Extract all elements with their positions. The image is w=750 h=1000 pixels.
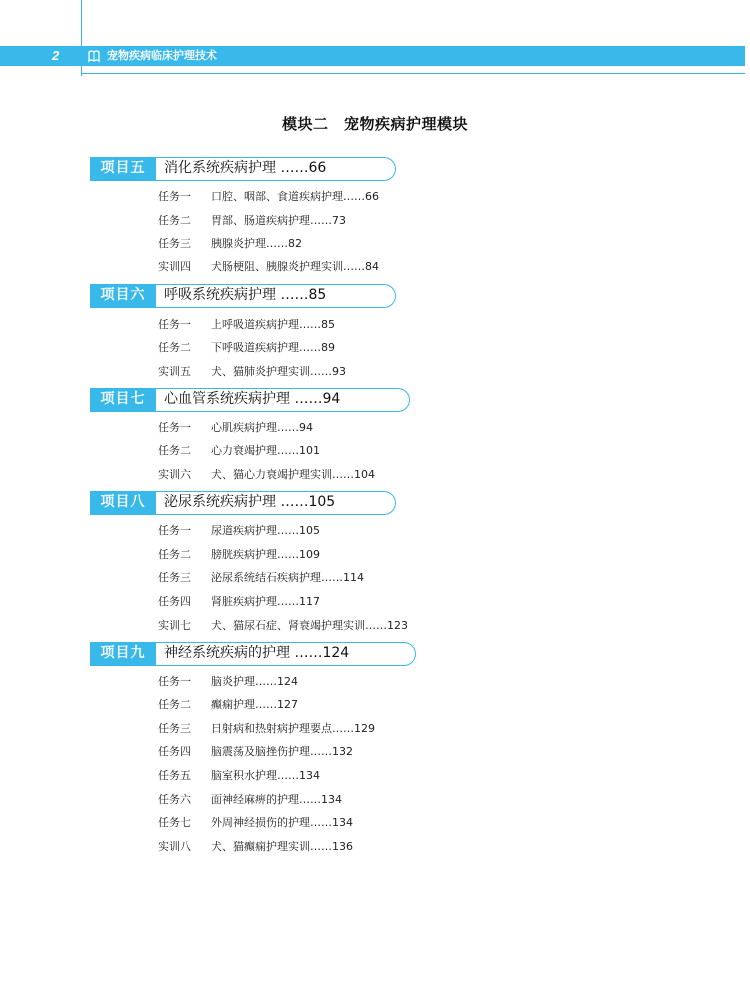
toc-entry-label: 任务六 [158, 793, 191, 806]
toc-entry-text: 脑炎护理……124 [211, 675, 298, 688]
toc-entry[interactable] [158, 745, 353, 759]
toc-entry-label: 任务二 [158, 698, 191, 711]
project-tag: 项目六 [90, 284, 156, 307]
toc-entry[interactable] [158, 675, 298, 689]
toc-entry[interactable] [158, 595, 320, 609]
toc-entry-text: 胃部、肠道疾病护理……73 [211, 214, 346, 227]
toc-entry-label: 任务三 [158, 571, 191, 584]
toc-entry-text: 面神经麻痹的护理……134 [211, 793, 342, 806]
toc-entry-label: 任务四 [158, 745, 191, 758]
toc-entry[interactable] [158, 619, 408, 633]
toc-entry[interactable] [158, 237, 302, 251]
project-title: 泌尿系统疾病护理 ……105 [164, 494, 336, 510]
toc-entry-label: 实训六 [158, 468, 191, 481]
toc-entry-label: 实训七 [158, 619, 191, 632]
toc-entry[interactable] [158, 548, 320, 562]
toc-entry[interactable] [158, 571, 364, 585]
toc-entry-text: 泌尿系统结石疾病护理……114 [211, 571, 364, 584]
toc-entry-label: 任务二 [158, 214, 191, 227]
toc-entry-label: 任务三 [158, 722, 191, 735]
toc-entry-text: 日射病和热射病护理要点……129 [211, 722, 375, 735]
toc-entry-label: 实训四 [158, 260, 191, 273]
project-tag: 项目七 [90, 388, 156, 411]
toc-entry[interactable] [158, 444, 320, 458]
toc-entry-text: 脑震荡及脑挫伤护理……132 [211, 745, 353, 758]
project-tag: 项目八 [90, 491, 156, 514]
toc-entry[interactable] [158, 840, 353, 854]
project-tag: 项目九 [90, 642, 156, 665]
project-title: 消化系统疾病护理 ……66 [164, 160, 327, 176]
project-title: 呼吸系统疾病护理 ……85 [164, 287, 327, 303]
toc-entry-text: 肾脏疾病护理……117 [211, 595, 320, 608]
header-rule [81, 73, 745, 74]
toc-entry-text: 癫痫护理……127 [211, 698, 298, 711]
toc-entry-text: 下呼吸道疾病护理……89 [211, 341, 335, 354]
toc-entry[interactable] [158, 214, 346, 228]
toc-entry-label: 任务一 [158, 675, 191, 688]
toc-entry-label: 任务五 [158, 769, 191, 782]
toc-entry[interactable] [158, 769, 320, 783]
toc-entry-label: 任务七 [158, 816, 191, 829]
toc-entry-text: 心肌疾病护理……94 [211, 421, 313, 434]
toc-entry-label: 任务一 [158, 190, 191, 203]
toc-entry-text: 犬、猫癫痫护理实训……136 [211, 840, 353, 853]
project-tag: 项目五 [90, 157, 156, 180]
toc-entry-label: 任务一 [158, 318, 191, 331]
toc-entry-text: 犬肠梗阻、胰腺炎护理实训……84 [211, 260, 379, 273]
toc-entry-label: 任务三 [158, 237, 191, 250]
toc-entry[interactable] [158, 260, 379, 274]
toc-entry-label: 任务二 [158, 444, 191, 457]
toc-entry[interactable] [158, 698, 298, 712]
book-title: 宠物疾病临床护理技术 [107, 49, 217, 62]
toc-entry-label: 任务一 [158, 421, 191, 434]
toc-entry[interactable] [158, 793, 342, 807]
toc-entry-label: 实训八 [158, 840, 191, 853]
toc-entry-label: 实训五 [158, 365, 191, 378]
book-icon [87, 49, 101, 63]
toc-entry[interactable] [158, 421, 313, 435]
toc-entry-text: 外周神经损伤的护理……134 [211, 816, 353, 829]
toc-entry-text: 胰腺炎护理……82 [211, 237, 302, 250]
toc-entry-text: 脑室积水护理……134 [211, 769, 320, 782]
toc-entry[interactable] [158, 816, 353, 830]
page-number: 2 [52, 48, 60, 63]
toc-entry-text: 犬、猫肺炎护理实训……93 [211, 365, 346, 378]
toc-entry-text: 尿道疾病护理……105 [211, 524, 320, 537]
toc-entry-label: 任务一 [158, 524, 191, 537]
toc-entry[interactable] [158, 524, 320, 538]
toc-entry-text: 犬、猫尿石症、肾衰竭护理实训……123 [211, 619, 408, 632]
toc-entry-text: 膀胱疾病护理……109 [211, 548, 320, 561]
toc-entry-text: 犬、猫心力衰竭护理实训……104 [211, 468, 375, 481]
toc-entry-label: 任务二 [158, 548, 191, 561]
toc-entry[interactable] [158, 190, 379, 204]
project-title: 神经系统疾病的护理 ……124 [164, 645, 350, 661]
toc-entry-label: 任务二 [158, 341, 191, 354]
toc-entry[interactable] [158, 722, 375, 736]
toc-entry-text: 口腔、咽部、食道疾病护理……66 [211, 190, 379, 203]
toc-entry-text: 上呼吸道疾病护理……85 [211, 318, 335, 331]
toc-entry[interactable] [158, 318, 335, 332]
toc-entry[interactable] [158, 365, 346, 379]
module-title: 模块二 宠物疾病护理模块 [281, 115, 468, 133]
toc-entry[interactable] [158, 341, 335, 355]
running-header [0, 46, 745, 66]
project-title: 心血管系统疾病护理 ……94 [164, 391, 341, 407]
toc-entry[interactable] [158, 468, 375, 482]
toc-entry-label: 任务四 [158, 595, 191, 608]
toc-entry-text: 心力衰竭护理……101 [211, 444, 320, 457]
